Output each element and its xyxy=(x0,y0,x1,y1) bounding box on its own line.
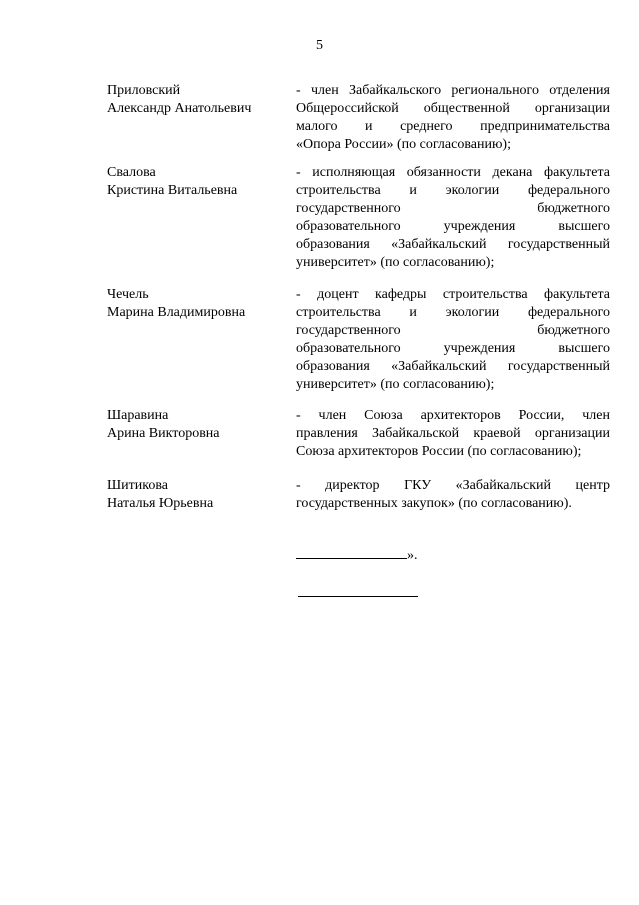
closing-mark: ». xyxy=(407,548,418,563)
member-surname: Шитикова xyxy=(107,478,168,493)
member-name xyxy=(107,164,287,200)
description-line: государственного бюджетного xyxy=(296,201,610,216)
member-surname: Свалова xyxy=(107,165,156,180)
member-description xyxy=(296,82,610,154)
description-line: университет» (по согласованию); xyxy=(296,255,495,270)
member-name xyxy=(107,477,287,513)
underline-rule xyxy=(296,546,407,559)
description-line: образовательного учреждения высшего xyxy=(296,219,610,234)
description-line: строительства и экологии федерального xyxy=(296,183,610,198)
description-line: университет» (по согласованию); xyxy=(296,377,495,392)
member-surname: Чечель xyxy=(107,287,149,302)
closing-line xyxy=(296,546,418,565)
description-line: образовательного учреждения высшего xyxy=(296,341,610,356)
member-surname: Шаравина xyxy=(107,408,169,423)
member-description xyxy=(296,286,610,394)
description-line: правления Забайкальской краевой организации xyxy=(296,426,610,441)
description-line: малого и среднего предпринимательства xyxy=(296,119,610,134)
member-given-names: Александр Анатольевич xyxy=(107,101,252,116)
description-line: «Опора России» (по согласованию); xyxy=(296,137,511,152)
description-line: государственных закупок» (по согласованию). xyxy=(296,496,572,511)
description-line: - доцент кафедры строительства факультета xyxy=(296,287,610,302)
description-line: - член Забайкальского регионального отделения xyxy=(296,83,610,98)
member-given-names: Арина Викторовна xyxy=(107,426,220,441)
separator-rule xyxy=(298,596,418,597)
description-line: образования «Забайкальский государственный xyxy=(296,237,610,252)
description-line: образования «Забайкальский государственный xyxy=(296,359,610,374)
member-surname: Приловский xyxy=(107,83,181,98)
member-given-names: Наталья Юрьевна xyxy=(107,496,214,511)
page-number: 5 xyxy=(316,38,323,53)
member-description xyxy=(296,164,610,272)
description-line: - член Союза архитекторов России, член xyxy=(296,408,610,423)
description-line: строительства и экологии федерального xyxy=(296,305,610,320)
description-line: - директор ГКУ «Забайкальский центр xyxy=(296,478,610,493)
description-line: Союза архитекторов России (по согласованию); xyxy=(296,444,582,459)
description-line: государственного бюджетного xyxy=(296,323,610,338)
description-line: Общероссийской общественной организации xyxy=(296,101,610,116)
member-description xyxy=(296,477,610,513)
member-name xyxy=(107,82,287,118)
member-name xyxy=(107,407,287,443)
description-line: - исполняющая обязанности декана факультета xyxy=(296,165,610,180)
member-given-names: Кристина Витальевна xyxy=(107,183,238,198)
member-description xyxy=(296,407,610,461)
member-given-names: Марина Владимировна xyxy=(107,305,246,320)
member-name xyxy=(107,286,287,322)
